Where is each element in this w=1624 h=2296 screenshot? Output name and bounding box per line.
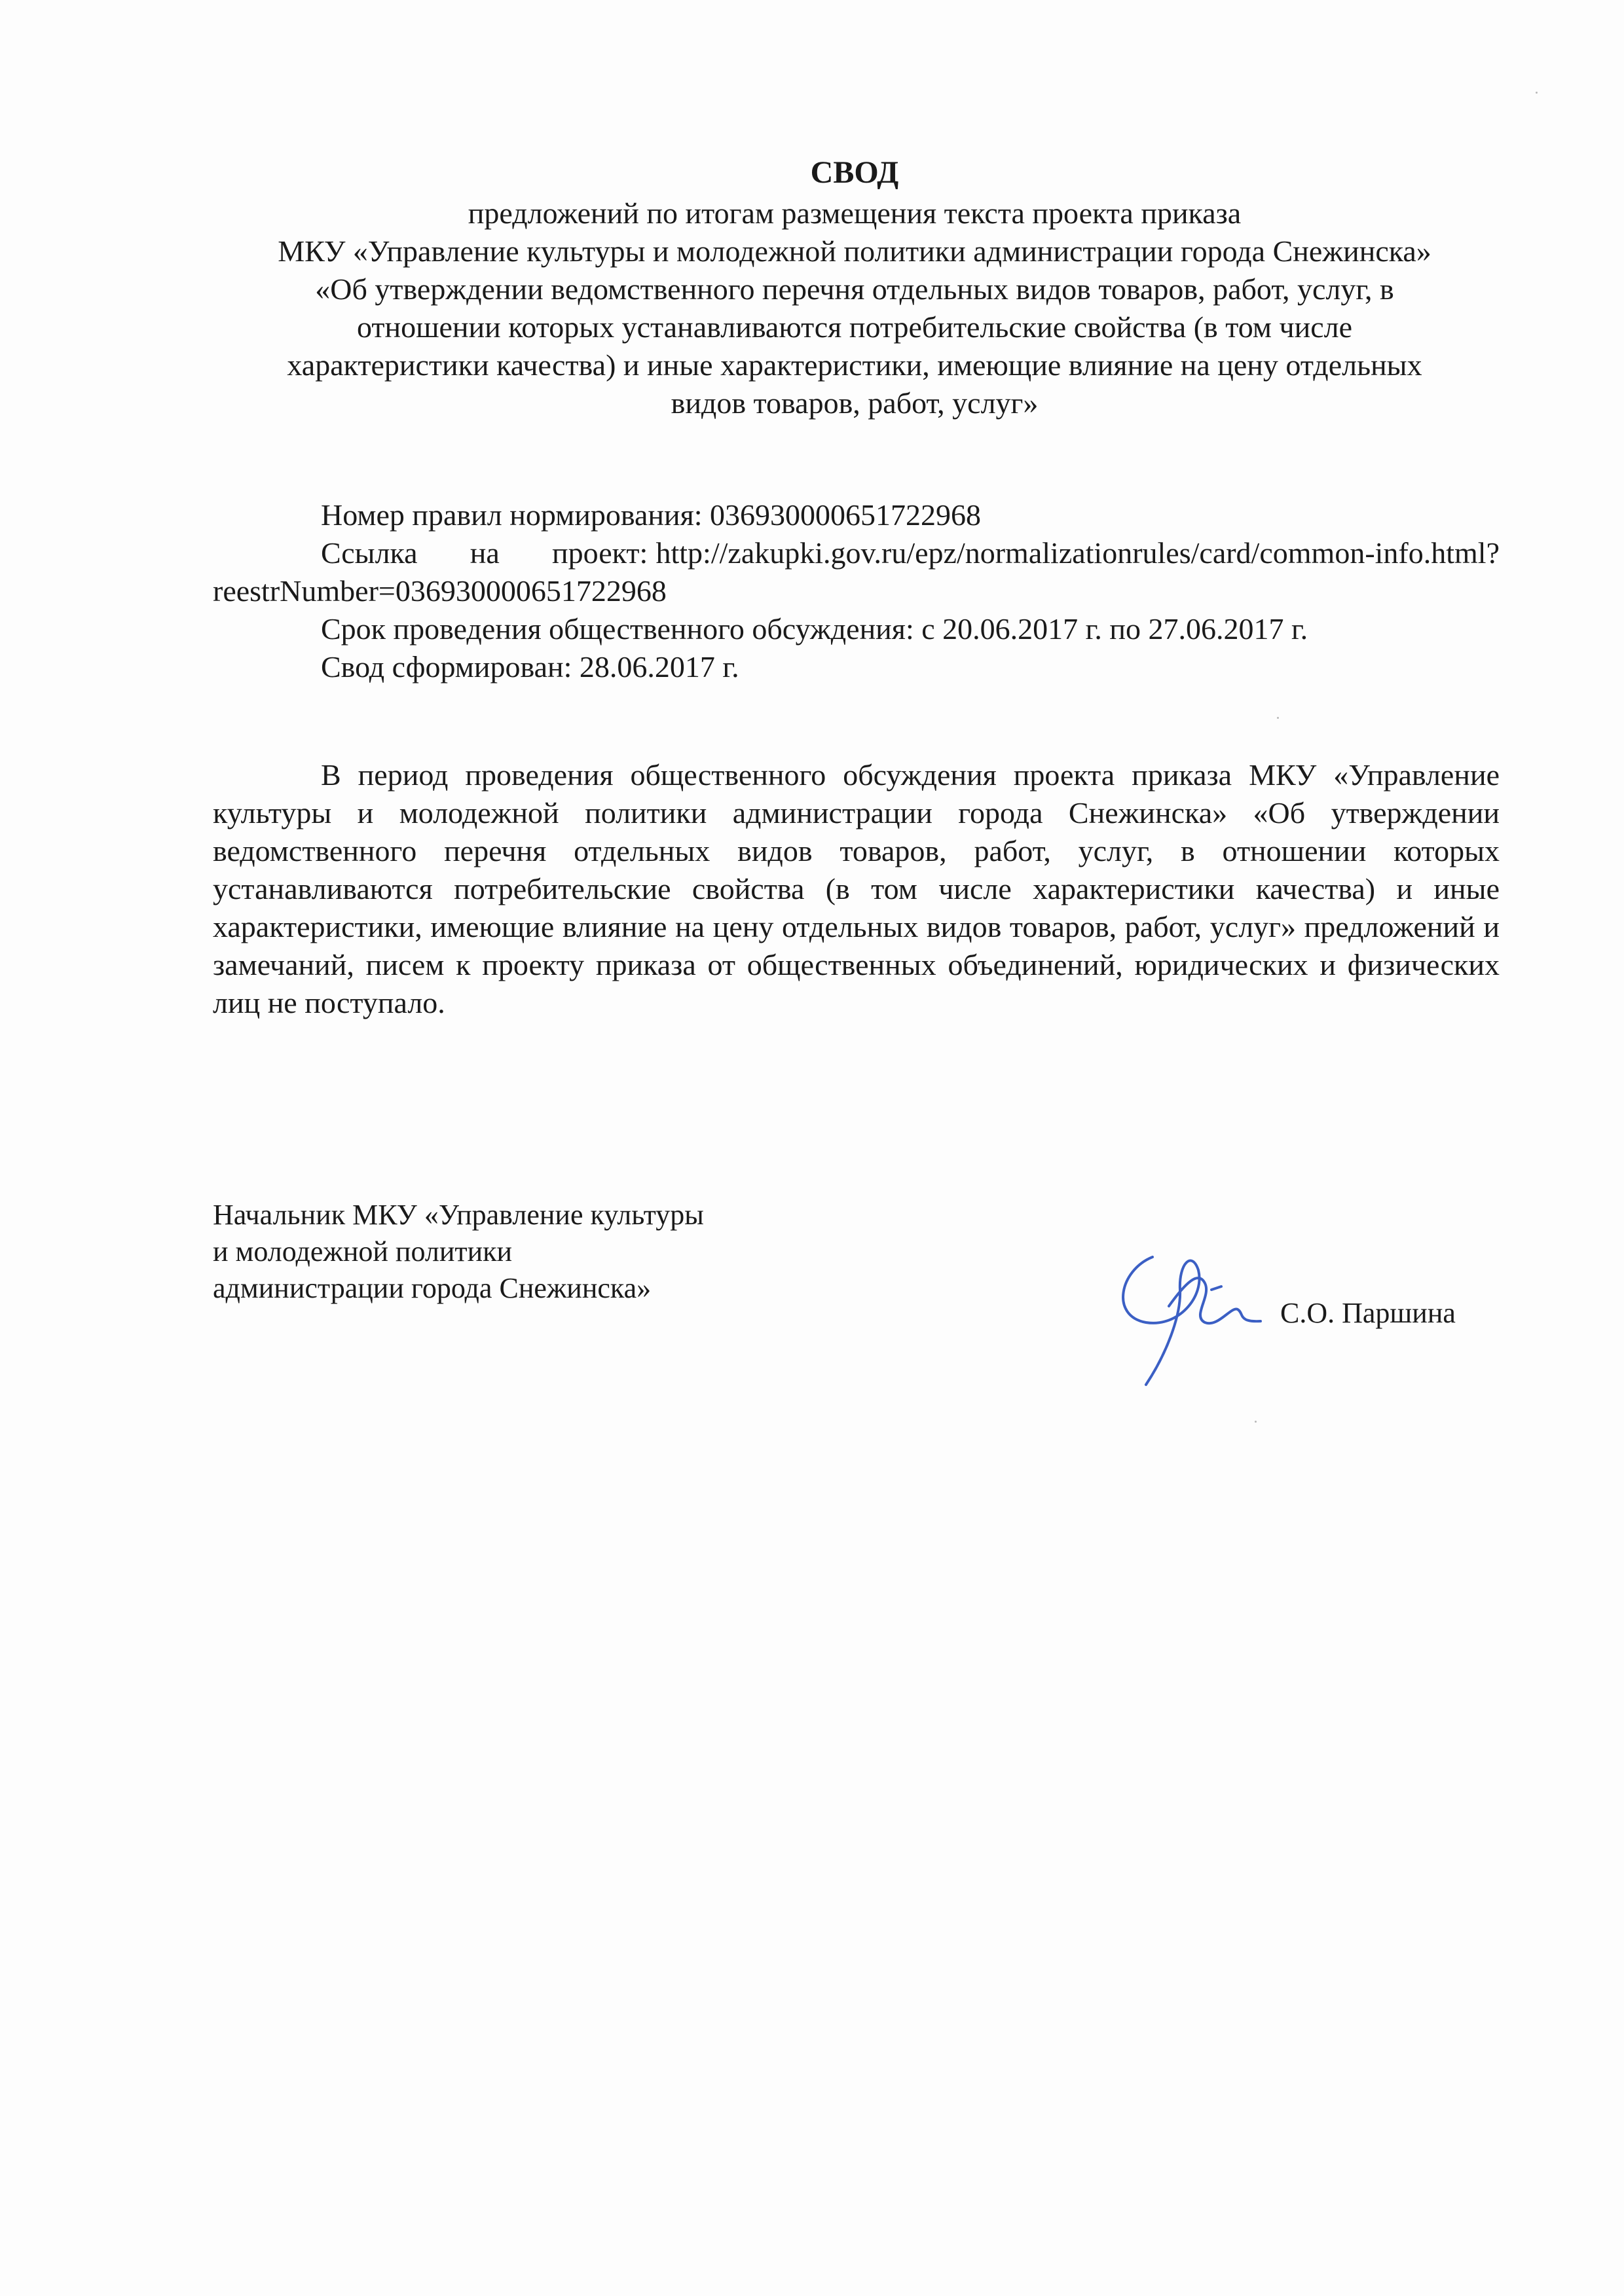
rules-number: Номер правил нормирования: 03693000065172296​8: [321, 498, 982, 532]
scan-speck: [1277, 717, 1279, 719]
subtitle-line: МКУ «Управление культуры и молодежной политики администрации города Снежинска»: [278, 234, 1431, 268]
project-link-line: [213, 534, 1500, 610]
subtitle-line: видов товаров, работ, услуг»: [671, 386, 1039, 420]
signature-position: [213, 1197, 1064, 1307]
discussion-period: Срок проведения общественного обсуждения: с 20.06.2017 г. по 27.06.2017 г.: [321, 612, 1308, 646]
document-title: СВОД: [810, 155, 899, 190]
document-header: [210, 154, 1500, 422]
position-line: администрации города Снежинска»: [213, 1272, 652, 1304]
body-paragraph: В период проведения общественного обсуждения проекта приказа МКУ «Управление культуры и молодежной политики администрации города Снежинска» «Об утверждении ведомственного перечня отдельных видов товаров, работ, услуг, в отношении которых устанавливаются потребительские свойства (в том числе характеристики качества) и иные характеристики, имеющие влияние на цену отдельных видов товаров, работ, услуг» предложений и замечаний, писем к проекту приказа от общественных объединений, юридических и физических лиц не поступало.: [213, 758, 1500, 1019]
scan-speck: [1255, 1421, 1257, 1423]
project-link-url[interactable]: http://zakupki.gov.ru/epz/normalizationrules/card/common-info.html?reestrNumber=036930000651722968: [213, 536, 1500, 608]
project-link-label: Ссылка на проект:: [321, 536, 648, 570]
subtitle-line: «Об утверждении ведомственного перечня отдельных видов товаров, работ, услуг, в: [315, 272, 1394, 306]
subtitle-line: отношении которых устанавливаются потребительские свойства (в том числе: [356, 310, 1353, 344]
subtitle-line: характеристики качества) и иные характеристики, имеющие влияние на цену отдельных: [287, 348, 1422, 382]
signatory-name: С.О. Паршина: [1280, 1297, 1456, 1329]
subtitle-line: предложений по итогам размещения текста проекта приказа: [468, 196, 1242, 230]
info-block: [213, 496, 1500, 686]
scan-speck: [1536, 92, 1538, 94]
formed-date: Свод сформирован: 28.06.2017 г.: [321, 650, 739, 683]
position-line: и молодежной политики: [213, 1235, 513, 1267]
position-line: Начальник МКУ «Управление культуры: [213, 1199, 704, 1231]
handwritten-signature-icon: [1107, 1244, 1277, 1394]
